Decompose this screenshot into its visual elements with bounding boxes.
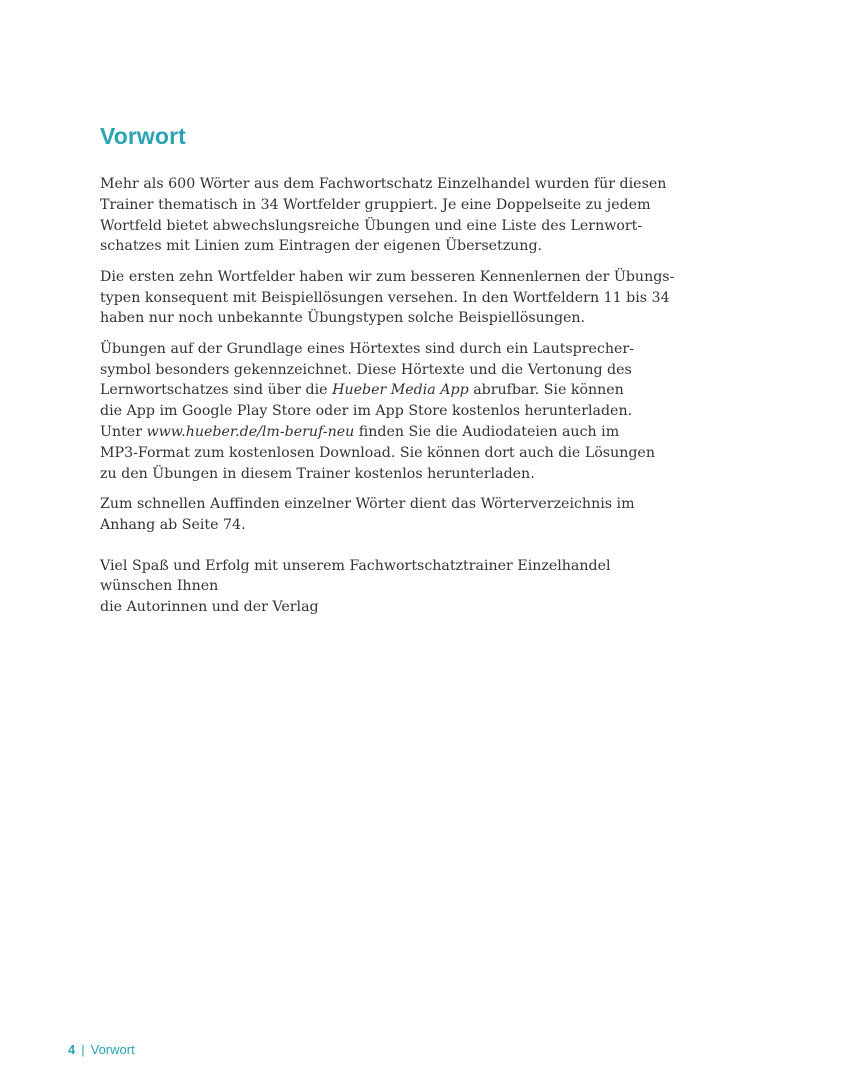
text-line: zu den Übungen in diesem Trainer kostenlos herunterladen. (100, 465, 535, 482)
text-line: wünschen Ihnen (100, 578, 219, 595)
footer-separator: | (81, 1042, 85, 1057)
signature-line: die Autorinnen und der Verlag (100, 599, 319, 616)
text-line (100, 422, 680, 443)
text-line: Wortfeld bietet abwechslungsreiche Übungen und eine Liste des Lernwort- (100, 217, 643, 234)
text-line: schatzes mit Linien zum Eintragen der eigenen Übersetzung. (100, 238, 543, 255)
text-line: Übungen auf der Grundlage eines Hörtextes sind durch ein Lautsprecher- (100, 340, 634, 357)
text-line: Zum schnellen Auffinden einzelner Wörter dient das Wörterverzeichnis im (100, 495, 635, 512)
text-line (100, 380, 680, 401)
text-line: die App im Google Play Store oder im App Store kostenlos herunterladen. (100, 403, 633, 420)
body-text (100, 174, 680, 628)
page-number: 4 (68, 1042, 76, 1057)
text-line: Viel Spaß und Erfolg mit unserem Fachwortschatztrainer Einzelhandel (100, 557, 611, 574)
text-segment: finden Sie die Audiodateien auch im (354, 423, 620, 440)
text-segment: Lernwortschatzes sind über die (100, 382, 333, 399)
paragraph-closing (100, 556, 680, 618)
app-name: Hueber Media App (332, 382, 469, 399)
text-line: Trainer thematisch in 34 Wortfelder gruppiert. Je eine Doppelseite zu jedem (100, 196, 651, 213)
paragraph-examples (100, 267, 680, 329)
text-line: typen konsequent mit Beispiellösungen versehen. In den Wortfeldern 11 bis 34 (100, 289, 670, 306)
text-line: haben nur noch unbekannte Übungstypen solche Beispiellösungen. (100, 310, 586, 327)
text-line: Anhang ab Seite 74. (100, 516, 246, 533)
text-segment: Unter (100, 423, 147, 440)
page-footer (68, 1042, 135, 1057)
text-line: symbol besonders gekennzeichnet. Diese Hörtexte und die Vertonung des (100, 361, 632, 378)
text-line: MP3-Format zum kostenlosen Download. Sie können dort auch die Lösungen (100, 444, 655, 461)
text-line: Mehr als 600 Wörter aus dem Fachwortschatz Einzelhandel wurden für diesen (100, 176, 667, 192)
download-link[interactable]: www.hueber.de/lm-beruf-neu (146, 423, 355, 440)
paragraph-intro (100, 174, 680, 257)
text-segment: abrufbar. Sie können (468, 382, 624, 399)
paragraph-index (100, 494, 680, 536)
text-line: Die ersten zehn Wortfelder haben wir zum besseren Kennenlernen der Übungs- (100, 268, 675, 285)
footer-section-title: Vorwort (90, 1042, 135, 1057)
paragraph-audio (100, 339, 680, 485)
page-title: Vorwort (100, 123, 186, 149)
